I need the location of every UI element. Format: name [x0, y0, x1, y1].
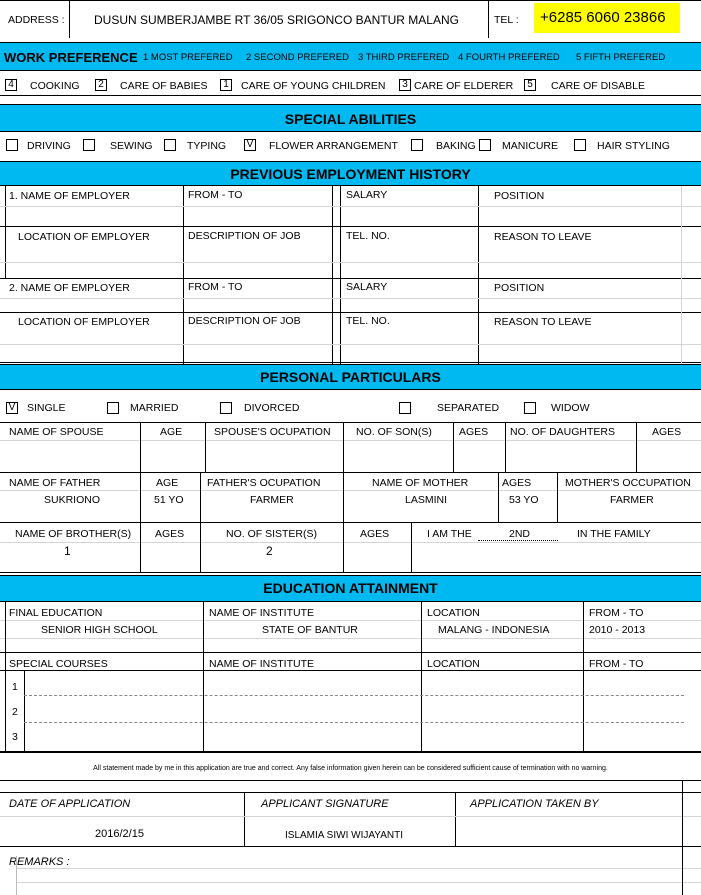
- employer1-tel-label: TEL. NO.: [346, 230, 390, 242]
- pref-legend-3: 3 THIRD PREFERED: [358, 52, 450, 63]
- brothers-count[interactable]: 1: [64, 544, 71, 558]
- ability-check-typing[interactable]: [164, 139, 176, 151]
- birth-order-underline: [478, 540, 558, 541]
- spouse-age-label: AGE: [160, 426, 183, 438]
- employer2-name-label: 2. NAME OF EMPLOYER: [9, 282, 130, 294]
- status-label-separated: SEPARATED: [437, 402, 500, 414]
- statement: All statement made by me in this application are true and correct. Any false information given herein can be considered sufficient cause of termination with no warning.: [93, 765, 608, 772]
- address-label: ADDRESS :: [8, 14, 65, 26]
- status-check-single[interactable]: V: [6, 402, 18, 414]
- employment-title: PREVIOUS EMPLOYMENT HISTORY: [230, 166, 471, 182]
- pref-label-cooking: COOKING: [30, 80, 80, 92]
- pref-legend-5: 5 FIFTH PREFERED: [576, 52, 666, 63]
- brothers-label: NAME OF BROTHER(S): [15, 528, 132, 540]
- from-to-label: FROM - TO: [589, 607, 644, 619]
- pref-label-disable: CARE OF DISABLE: [551, 80, 645, 92]
- personal-title: PERSONAL PARTICULARS: [260, 369, 441, 385]
- mother-age[interactable]: 53 YO: [509, 494, 539, 506]
- pref-label-babies: CARE OF BABIES: [120, 80, 208, 92]
- pref-rank-cooking[interactable]: 4: [5, 79, 17, 91]
- status-label-widow: WIDOW: [551, 402, 590, 414]
- birth-order[interactable]: 2ND: [509, 528, 531, 540]
- pref-rank-disable[interactable]: 5: [524, 79, 536, 91]
- brothers-ages-label: AGES: [155, 528, 185, 540]
- employer1-name-label: 1. NAME OF EMPLOYER: [9, 190, 130, 202]
- employer1-desc-label: DESCRIPTION OF JOB: [188, 230, 301, 242]
- signature-label: APPLICANT SIGNATURE: [261, 798, 389, 810]
- daughters-ages-label: AGES: [652, 426, 682, 438]
- father-name[interactable]: SUKRIONO: [44, 494, 101, 506]
- employer2-tel-label: TEL. NO.: [346, 315, 390, 327]
- pref-legend-4: 4 FOURTH PREFERED: [458, 52, 560, 63]
- daughters-label: NO. OF DAUGHTERS: [510, 426, 616, 438]
- signature-value[interactable]: ISLAMIA SIWI WIJAYANTI: [285, 830, 403, 841]
- mother-name[interactable]: LASMINI: [405, 494, 448, 506]
- course-row-1: 1: [12, 681, 18, 693]
- employer2-from-to-label: FROM - TO: [188, 281, 243, 293]
- mother-name-label: NAME OF MOTHER: [372, 477, 469, 489]
- spouse-name-label: NAME OF SPOUSE: [9, 426, 104, 438]
- sons-label: NO. OF SON(S): [356, 426, 432, 438]
- employer1-salary-label: SALARY: [346, 189, 388, 201]
- ability-check-manicure[interactable]: [479, 139, 491, 151]
- employer2-desc-label: DESCRIPTION OF JOB: [188, 315, 301, 327]
- work-preference-title: WORK PREFERENCE: [4, 50, 138, 65]
- ability-label-driving: DRIVING: [27, 140, 71, 152]
- status-label-divorced: DIVORCED: [244, 402, 300, 414]
- institute-label: NAME OF INSTITUTE: [209, 607, 314, 619]
- course-from-to-label: FROM - TO: [589, 658, 644, 670]
- ability-check-driving[interactable]: [6, 139, 18, 151]
- final-education[interactable]: SENIOR HIGH SCHOOL: [41, 624, 158, 636]
- status-check-widow[interactable]: [524, 402, 536, 414]
- ability-label-sewing: SEWING: [110, 140, 153, 152]
- mother-occupation[interactable]: FARMER: [610, 494, 654, 506]
- pref-label-elderer: CARE OF ELDERER: [414, 80, 514, 92]
- taken-by-label: APPLICATION TAKEN BY: [470, 798, 599, 810]
- tel-label: TEL :: [494, 14, 519, 26]
- sisters-label: NO. OF SISTER(S): [226, 528, 318, 540]
- education-title: EDUCATION ATTAINMENT: [263, 580, 438, 596]
- ability-label-typing: TYPING: [187, 140, 227, 152]
- status-label-married: MARRIED: [130, 402, 179, 414]
- father-name-label: NAME OF FATHER: [9, 477, 101, 489]
- status-label-single: SINGLE: [27, 402, 66, 414]
- pref-rank-young-children[interactable]: 1: [220, 79, 232, 91]
- employer2-salary-label: SALARY: [346, 281, 388, 293]
- sisters-ages-label: AGES: [360, 528, 390, 540]
- status-check-divorced[interactable]: [220, 402, 232, 414]
- remarks-label: REMARKS :: [9, 856, 70, 868]
- father-occupation-label: FATHER'S OCUPATION: [207, 477, 321, 489]
- pref-label-young-children: CARE OF YOUNG CHILDREN: [241, 80, 386, 92]
- employer1-position-label: POSITION: [494, 190, 545, 202]
- location[interactable]: MALANG - INDONESIA: [438, 624, 550, 636]
- sons-ages-label: AGES: [459, 426, 489, 438]
- father-age-label: AGE: [156, 477, 179, 489]
- pref-legend-1: 1 MOST PREFERED: [143, 52, 233, 63]
- employer1-from-to-label: FROM - TO: [188, 189, 243, 201]
- date-value[interactable]: 2016/2/15: [95, 828, 144, 840]
- institute[interactable]: STATE OF BANTUR: [262, 624, 358, 636]
- date-label: DATE OF APPLICATION: [9, 798, 131, 810]
- mother-age-label: AGES: [502, 477, 532, 489]
- ability-label-manicure: MANICURE: [502, 140, 559, 152]
- i-am-the-label: I AM THE: [427, 528, 472, 540]
- ability-check-sewing[interactable]: [83, 139, 95, 151]
- address-value: DUSUN SUMBERJAMBE RT 36/05 SRIGONCO BANTUR MALANG: [94, 13, 459, 27]
- employer1-reason-label: REASON TO LEAVE: [494, 231, 592, 243]
- ability-label-baking: BAKING: [436, 140, 476, 152]
- course-row-2: 2: [12, 706, 18, 718]
- pref-rank-babies[interactable]: 2: [95, 79, 107, 91]
- father-occupation[interactable]: FARMER: [250, 494, 294, 506]
- in-the-family-label: IN THE FAMILY: [577, 528, 651, 540]
- employer2-position-label: POSITION: [494, 282, 545, 294]
- from-to[interactable]: 2010 - 2013: [589, 624, 646, 636]
- spouse-occupation-label: SPOUSE'S OCUPATION: [214, 426, 331, 438]
- status-check-separated[interactable]: [399, 402, 411, 414]
- status-check-married[interactable]: [107, 402, 119, 414]
- ability-label-flower: FLOWER ARRANGEMENT: [269, 140, 398, 152]
- sisters-count[interactable]: 2: [266, 544, 273, 558]
- mother-occupation-label: MOTHER'S OCCUPATION: [565, 477, 691, 489]
- employer1-location-label: LOCATION OF EMPLOYER: [18, 231, 150, 243]
- pref-rank-elderer[interactable]: 3: [399, 79, 411, 91]
- course-location-label: LOCATION: [427, 658, 480, 670]
- ability-label-hair: HAIR STYLING: [597, 140, 670, 152]
- special-courses-label: SPECIAL COURSES: [9, 658, 108, 670]
- employer2-location-label: LOCATION OF EMPLOYER: [18, 316, 150, 328]
- ability-check-flower[interactable]: V: [244, 139, 256, 151]
- pref-legend-2: 2 SECOND PREFERED: [246, 52, 349, 63]
- final-education-label: FINAL EDUCATION: [9, 607, 103, 619]
- ability-check-hair[interactable]: [574, 139, 586, 151]
- father-age[interactable]: 51 YO: [154, 494, 184, 506]
- location-label: LOCATION: [427, 607, 480, 619]
- employer2-reason-label: REASON TO LEAVE: [494, 316, 592, 328]
- tel-value: +6285 6060 23866: [540, 9, 666, 26]
- special-abilities-title: SPECIAL ABILITIES: [284, 111, 417, 127]
- ability-check-baking[interactable]: [411, 139, 423, 151]
- course-row-3: 3: [12, 731, 18, 743]
- course-institute-label: NAME OF INSTITUTE: [209, 658, 314, 670]
